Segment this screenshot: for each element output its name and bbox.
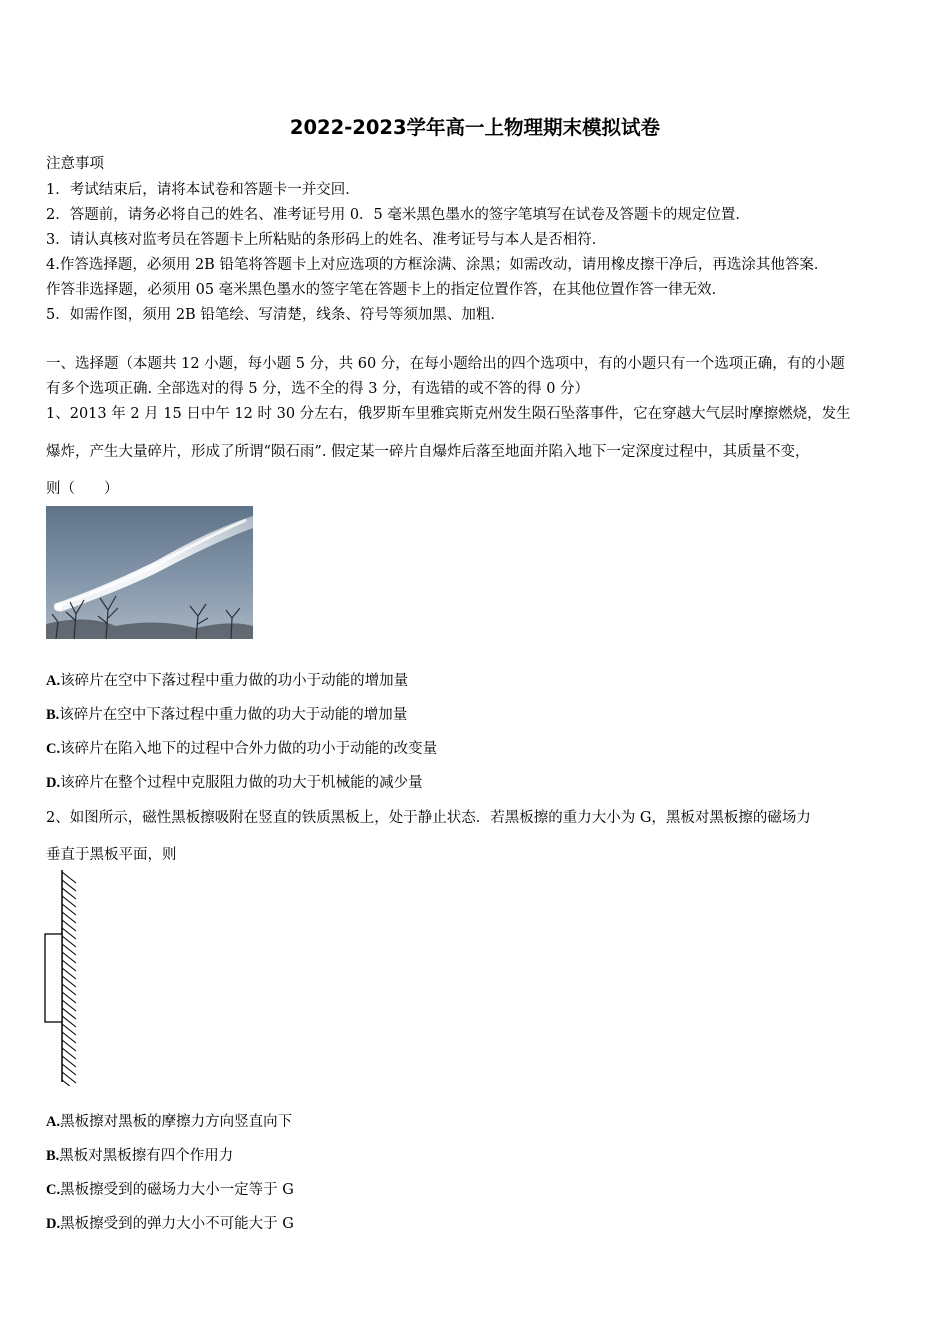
notice-item: 1．考试结束后，请将本试卷和答题卡一并交回． [46, 182, 360, 198]
blackboard-eraser-diagram [42, 870, 88, 1086]
option-a: A.该碎片在空中下落过程中重力做的功小于动能的增加量 [46, 673, 409, 689]
question-2-text: 垂直于黑板平面，则 [46, 847, 177, 863]
option-d: D.黑板擦受到的弹力大小不可能大于 G [46, 1216, 294, 1232]
section-heading-cont: 有多个选项正确. 全部选对的得 5 分，选不全的得 3 分，有选错的或不答的得 0 分） [46, 381, 590, 397]
question-1-text: 1、2013 年 2 月 15 日中午 12 时 30 分左右，俄罗斯车里雅宾斯克州发生陨石坠落事件，它在穿越大气层时摩擦燃烧，发生 [46, 406, 851, 422]
question-1-text: 爆炸，产生大量碎片，形成了所谓“陨石雨”. 假定某一碎片自爆炸后落至地面并陷入地下一定深度过程中，其质量不变， [46, 444, 810, 460]
notice-item: 3．请认真核对监考员在答题卡上所粘贴的条形码上的姓名、准考证号与本人是否相符． [46, 232, 607, 248]
section-heading: 一、选择题（本题共 12 小题，每小题 5 分，共 60 分，在每小题给出的四个选项中，有的小题只有一个选项正确，有的小题 [46, 356, 845, 372]
option-a: A.黑板擦对黑板的摩擦力方向竖直向下 [46, 1114, 293, 1130]
meteor-trail-photo [46, 506, 253, 639]
option-b: B.该碎片在空中下落过程中重力做的功大于动能的增加量 [46, 707, 408, 723]
notice-item: 2．答题前，请务必将自己的姓名、准考证号用 0．5 毫米黑色墨水的签字笔填写在试卷及答题卡的规定位置． [46, 207, 750, 223]
notice-item: 4.作答选择题，必须用 2B 铅笔将答题卡上对应选项的方框涂满、涂黑；如需改动，请用橡皮擦干净后，再选涂其他答案． [46, 257, 829, 273]
option-d: D.该碎片在整个过程中克服阻力做的功大于机械能的减少量 [46, 775, 423, 791]
notice-heading: 注意事项 [46, 156, 104, 172]
notice-item: 作答非选择题，必须用 05 毫米黑色墨水的签字笔在答题卡上的指定位置作答，在其他位置作答一律无效． [46, 282, 727, 298]
question-2-text: 2、如图所示，磁性黑板擦吸附在竖直的铁质黑板上，处于静止状态．若黑板擦的重力大小为 G，黑板对黑板擦的磁场力 [46, 810, 811, 826]
notice-item: 5．如需作图，须用 2B 铅笔绘、写清楚，线条、符号等须加黑、加粗． [46, 307, 505, 323]
option-c: C.黑板擦受到的磁场力大小一定等于 G [46, 1182, 294, 1198]
page-title: 2022-2023学年高一上物理期末模拟试卷 [289, 116, 661, 139]
option-b: B.黑板对黑板擦有四个作用力 [46, 1148, 234, 1164]
question-1-text: 则（ ） [46, 481, 119, 497]
option-c: C.该碎片在陷入地下的过程中合外力做的功小于动能的改变量 [46, 741, 438, 757]
